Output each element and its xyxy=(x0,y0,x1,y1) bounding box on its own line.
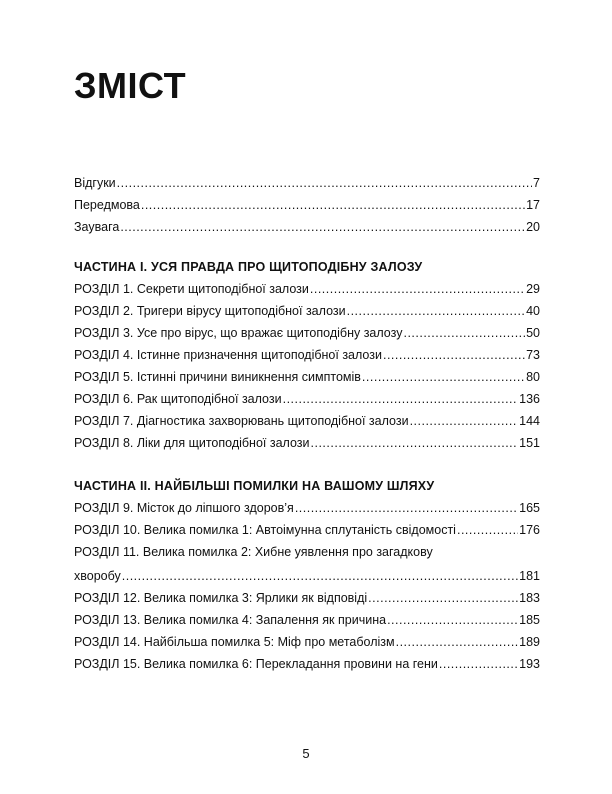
toc-entry-page: 176 xyxy=(519,523,540,537)
toc-entry[interactable] xyxy=(74,657,540,679)
part-1-heading: ЧАСТИНА І. УСЯ ПРАВДА ПРО ЩИТОПОДІБНУ ЗАЛОЗУ xyxy=(74,260,423,274)
page-title: ЗМІСТ xyxy=(74,65,187,106)
toc-entry[interactable] xyxy=(74,326,540,348)
toc-entry[interactable] xyxy=(74,613,540,635)
toc-entry-page: 17 xyxy=(526,198,540,212)
toc-entry-label: РОЗДІЛ 8. Ліки для щитоподібної залози xyxy=(74,436,310,450)
part-2-heading: ЧАСТИНА ІІ. НАЙБІЛЬШІ ПОМИЛКИ НА ВАШОМУ ШЛЯХУ xyxy=(74,479,435,493)
page-number: 5 xyxy=(302,746,310,761)
toc-entry-label: РОЗДІЛ 12. Велика помилка 3: Ярлики як відповіді xyxy=(74,591,368,605)
dot-leader xyxy=(120,220,525,234)
dot-leader xyxy=(457,523,518,537)
dot-leader xyxy=(403,326,525,340)
toc-entry-label: Передмова xyxy=(74,198,140,212)
toc-entry-label: РОЗДІЛ 5. Істинні причини виникнення симптомів xyxy=(74,370,361,384)
toc-entry[interactable] xyxy=(74,414,540,436)
spacer xyxy=(74,458,540,479)
toc-entry-page: 7 xyxy=(533,176,540,190)
dot-leader xyxy=(347,304,525,318)
toc-entry-label: РОЗДІЛ 3. Усе про вірус, що вражає щитоподібну залозу xyxy=(74,326,403,340)
toc-entry[interactable] xyxy=(74,591,540,613)
toc-entry[interactable] xyxy=(74,220,540,242)
dot-leader xyxy=(311,436,519,450)
toc-entry-page: 185 xyxy=(519,613,540,627)
toc-entry[interactable] xyxy=(74,635,540,657)
toc-entry[interactable] xyxy=(74,304,540,326)
toc-entry-page: 183 xyxy=(519,591,540,605)
toc-entry-label: РОЗДІЛ 6. Рак щитоподібної залози xyxy=(74,392,282,406)
toc-entry-page: 73 xyxy=(526,348,540,362)
toc-entry[interactable] xyxy=(74,176,540,198)
toc-entry-label: РОЗДІЛ 15. Велика помилка 6: Перекладання провини на гени xyxy=(74,657,438,671)
toc-entry-label-line-1: РОЗДІЛ 11. Велика помилка 2: Хибне уявлення про загадкову xyxy=(74,545,433,559)
toc-entry-page: 144 xyxy=(519,414,540,428)
dot-leader xyxy=(368,591,518,605)
spacer xyxy=(74,242,540,260)
toc-entry-label-line-2: хворобу xyxy=(74,569,121,583)
toc-entry-page: 20 xyxy=(526,220,540,234)
toc-entry-page: 136 xyxy=(519,392,540,406)
toc-entry-page: 50 xyxy=(526,326,540,340)
toc-entry-page: 40 xyxy=(526,304,540,318)
toc-entry-page: 165 xyxy=(519,501,540,515)
toc-entry-label: РОЗДІЛ 7. Діагностика захворювань щитоподібної залози xyxy=(74,414,409,428)
toc-entry-label: РОЗДІЛ 9. Місток до ліпшого здоров’я xyxy=(74,501,294,515)
toc-entry-label: Відгуки xyxy=(74,176,116,190)
dot-leader xyxy=(383,348,525,362)
toc-entry-label: РОЗДІЛ 2. Тригери вірусу щитоподібної залози xyxy=(74,304,346,318)
dot-leader xyxy=(410,414,519,428)
toc-entry[interactable] xyxy=(74,370,540,392)
toc-entry-label: РОЗДІЛ 10. Велика помилка 1: Автоімунна сплутаність свідомості xyxy=(74,523,456,537)
toc-entry-page: 80 xyxy=(526,370,540,384)
toc-entry[interactable] xyxy=(74,501,540,523)
dot-leader xyxy=(283,392,519,406)
toc-entry-multiline[interactable] xyxy=(74,545,540,591)
dot-leader xyxy=(362,370,525,384)
dot-leader xyxy=(122,569,518,583)
toc-entry-label: РОЗДІЛ 4. Істинне призначення щитоподібної залози xyxy=(74,348,382,362)
toc-entry-page: 151 xyxy=(519,436,540,450)
front-matter-list xyxy=(74,176,540,242)
dot-leader xyxy=(387,613,518,627)
part-2-chapters xyxy=(74,501,540,679)
toc-entry-page: 189 xyxy=(519,635,540,649)
toc-entry-page: 193 xyxy=(519,657,540,671)
toc-entry[interactable] xyxy=(74,198,540,220)
dot-leader xyxy=(295,501,518,515)
part-1-chapters xyxy=(74,282,540,458)
table-of-contents xyxy=(74,176,540,679)
dot-leader xyxy=(141,198,525,212)
toc-entry-label: РОЗДІЛ 13. Велика помилка 4: Запалення як причина xyxy=(74,613,387,627)
dot-leader xyxy=(310,282,525,296)
toc-entry[interactable] xyxy=(74,282,540,304)
toc-entry-label: Заувага xyxy=(74,220,120,234)
dot-leader xyxy=(396,635,519,649)
toc-entry[interactable] xyxy=(74,392,540,414)
dot-leader xyxy=(117,176,532,190)
toc-entry-label: РОЗДІЛ 14. Найбільша помилка 5: Міф про метаболізм xyxy=(74,635,395,649)
toc-entry-page: 29 xyxy=(526,282,540,296)
toc-entry[interactable] xyxy=(74,348,540,370)
toc-entry[interactable] xyxy=(74,523,540,545)
dot-leader xyxy=(439,657,518,671)
toc-entry-label: РОЗДІЛ 1. Секрети щитоподібної залози xyxy=(74,282,309,296)
toc-entry[interactable] xyxy=(74,436,540,458)
toc-entry-line-2 xyxy=(74,569,540,591)
toc-entry-page: 181 xyxy=(519,569,540,583)
